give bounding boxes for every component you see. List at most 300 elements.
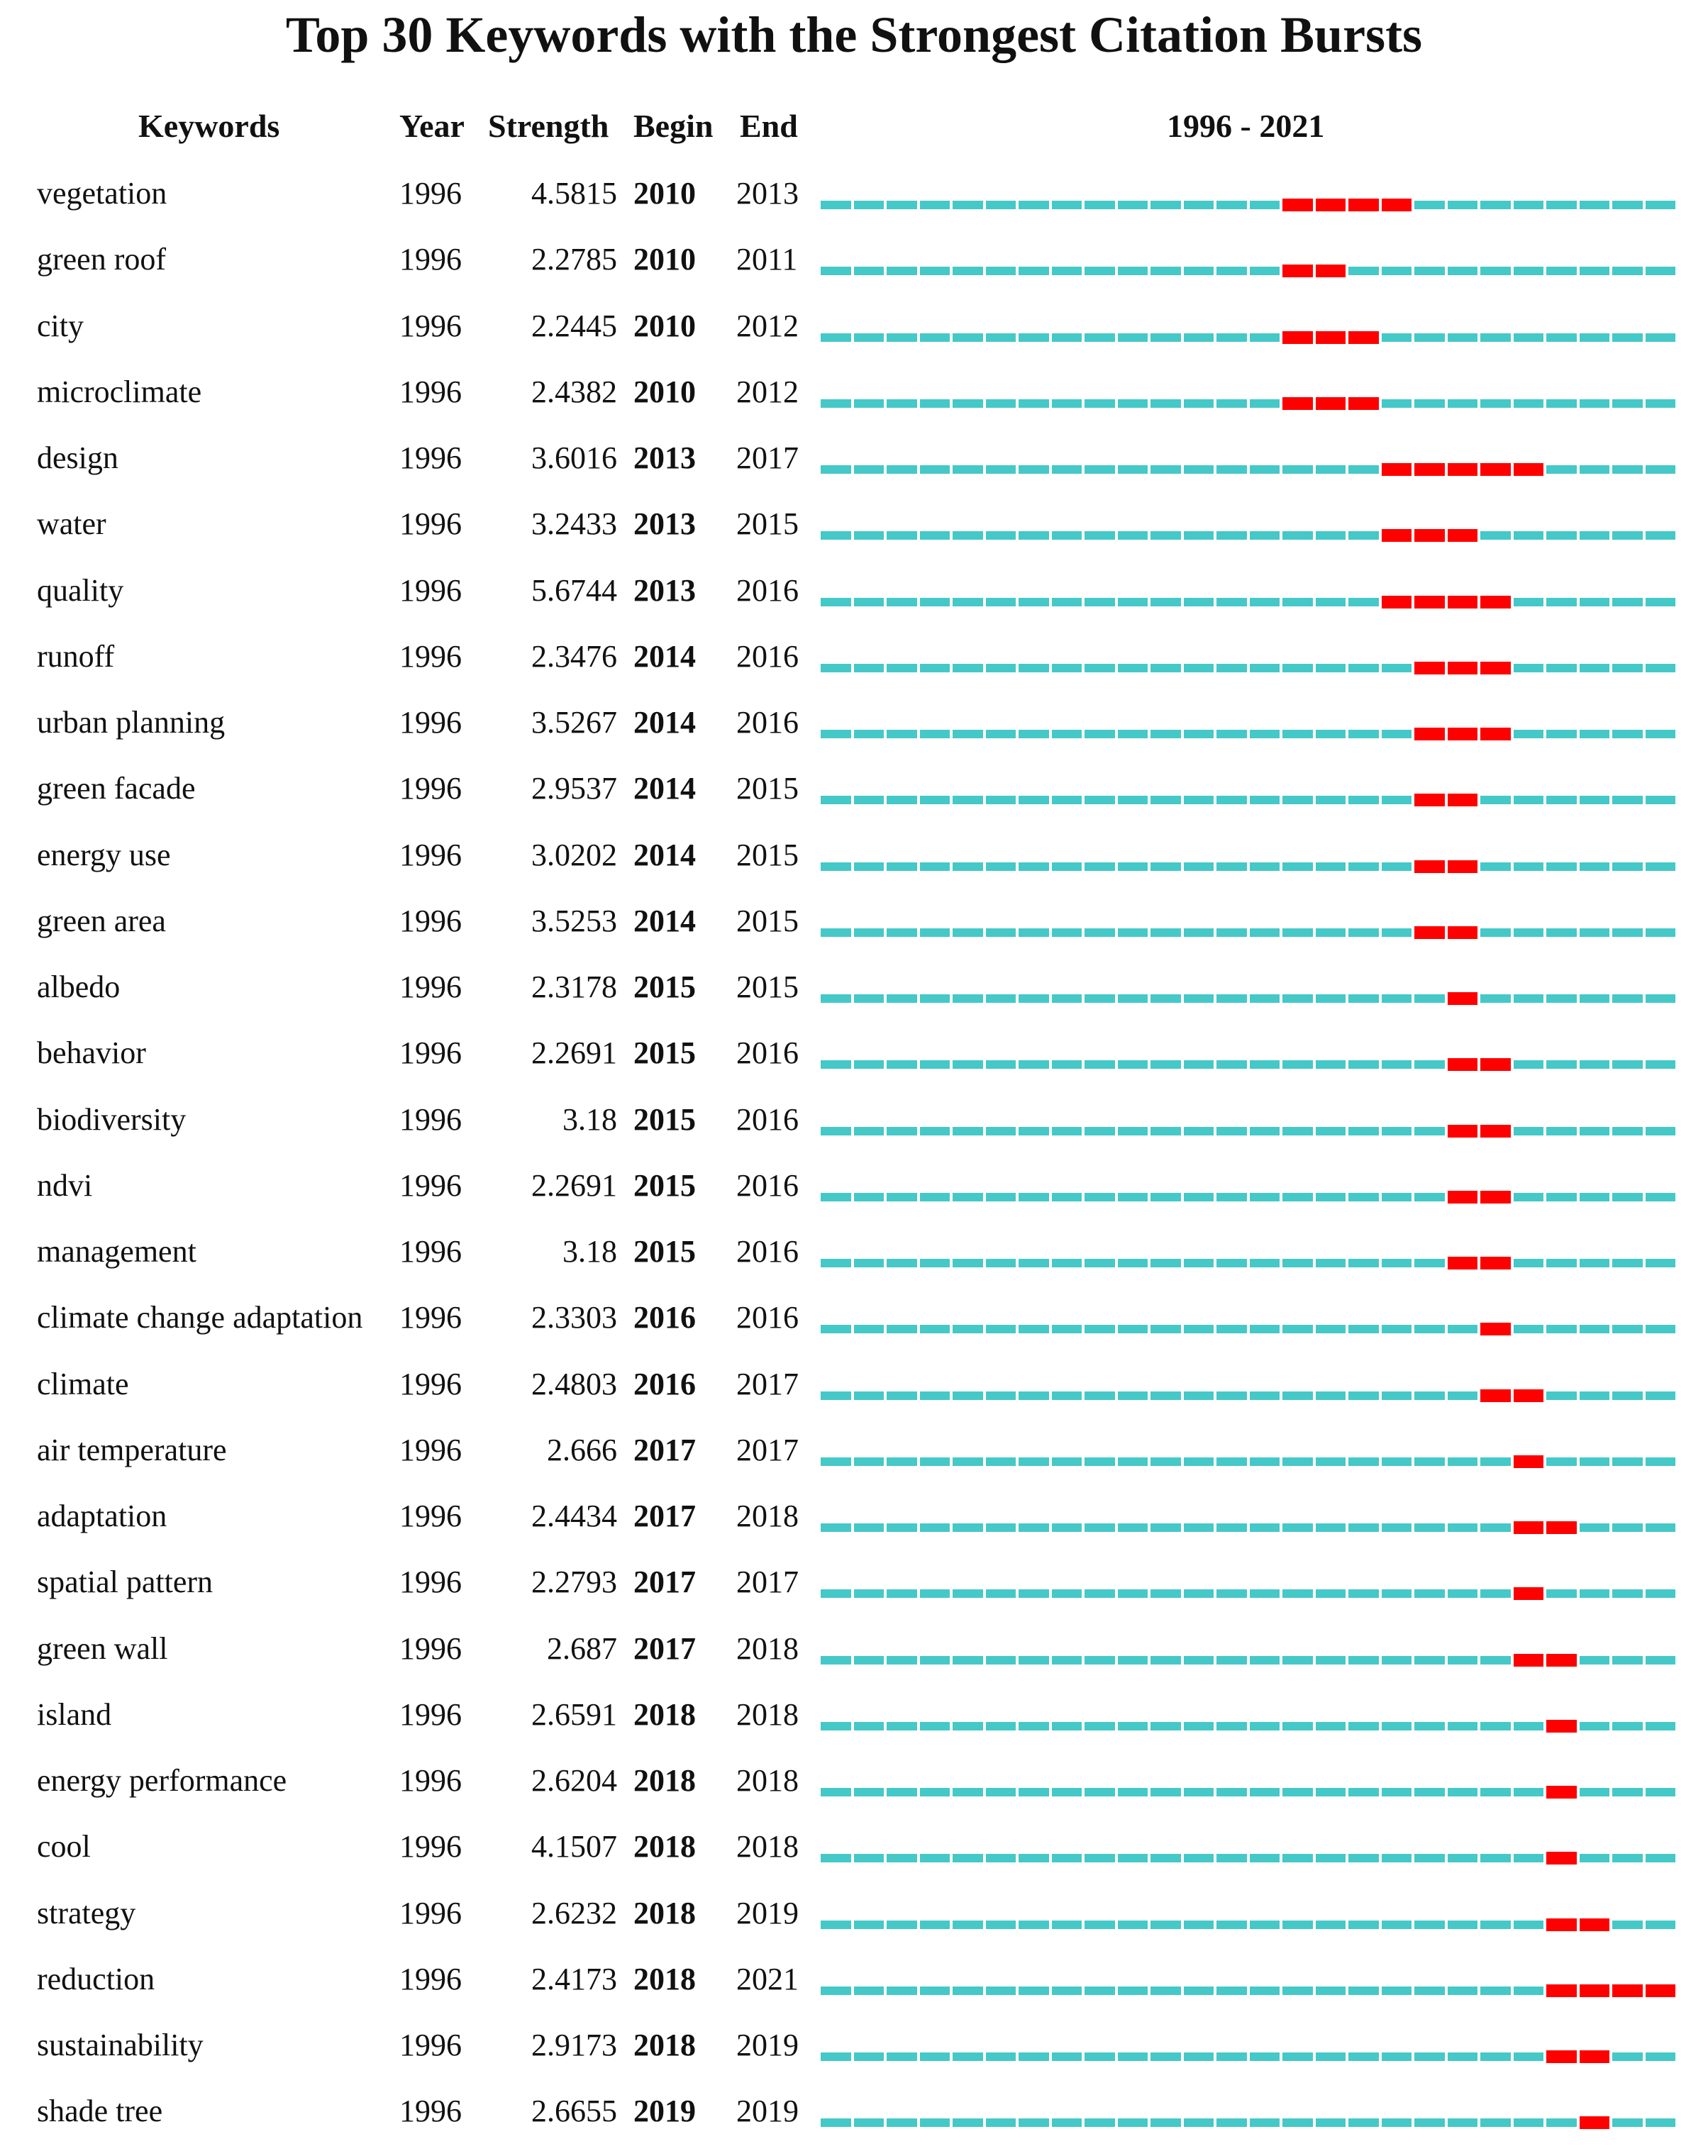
end-cell: 2016 — [736, 638, 799, 674]
year-segment — [1019, 1523, 1049, 1532]
year-cell: 1996 — [399, 903, 462, 938]
year-segment — [1580, 201, 1610, 209]
year-segment — [1052, 1589, 1082, 1598]
year-segment — [1184, 862, 1214, 871]
begin-cell: 2014 — [633, 705, 696, 740]
strength-cell: 3.0202 — [531, 837, 617, 872]
year-segment — [1612, 2052, 1643, 2061]
year-segment — [1514, 1788, 1544, 1796]
year-cell: 1996 — [399, 1499, 462, 1533]
year-segment — [1612, 1854, 1643, 1862]
year-segment — [1448, 1722, 1478, 1730]
year-segment — [1052, 465, 1082, 474]
year-segment — [1052, 201, 1082, 209]
year-cell: 1996 — [399, 2028, 462, 2062]
year-segment — [1118, 531, 1148, 540]
burst-segment — [1448, 662, 1478, 674]
year-cell: 1996 — [399, 1829, 462, 1865]
year-segment — [1448, 1457, 1478, 1466]
year-segment — [986, 1391, 1016, 1400]
year-segment — [1216, 1589, 1247, 1598]
table-row — [0, 2024, 1708, 2090]
year-segment — [1250, 201, 1280, 209]
year-segment — [1118, 1854, 1148, 1862]
year-segment — [1316, 1127, 1346, 1135]
begin-cell: 2014 — [633, 771, 696, 806]
year-segment — [1184, 333, 1214, 342]
year-segment — [1348, 928, 1379, 937]
year-cell: 1996 — [399, 837, 462, 872]
year-cell: 1996 — [399, 374, 462, 409]
year-segment — [953, 598, 983, 606]
burst-segment — [1546, 2050, 1577, 2063]
year-segment — [1580, 1722, 1610, 1730]
year-segment — [854, 333, 884, 342]
year-segment — [1216, 531, 1247, 540]
year-segment — [1612, 531, 1643, 540]
year-segment — [1118, 399, 1148, 408]
year-segment — [1250, 1127, 1280, 1135]
year-segment — [1448, 333, 1478, 342]
year-segment — [1480, 1589, 1511, 1598]
year-segment — [1150, 1457, 1181, 1466]
year-segment — [1184, 928, 1214, 937]
year-segment — [1382, 1722, 1412, 1730]
year-segment — [953, 1259, 983, 1267]
burst-segment — [1282, 331, 1313, 344]
year-segment — [1646, 201, 1676, 209]
keyword-cell: island — [37, 1696, 112, 1732]
year-segment — [1480, 1921, 1511, 1929]
keyword-cell: microclimate — [37, 374, 202, 409]
end-cell: 2019 — [736, 1895, 799, 1930]
year-segment — [920, 1986, 950, 1995]
year-segment — [986, 1259, 1016, 1267]
end-cell: 2018 — [736, 1696, 799, 1732]
year-segment — [1250, 1854, 1280, 1862]
header-end: End — [740, 108, 798, 144]
year-segment — [986, 862, 1016, 871]
year-segment — [1250, 1589, 1280, 1598]
end-cell: 2016 — [736, 1300, 799, 1335]
year-segment — [1184, 1060, 1214, 1069]
year-segment — [1150, 2118, 1181, 2127]
year-segment — [1118, 1457, 1148, 1466]
year-segment — [1019, 598, 1049, 606]
year-segment — [920, 862, 950, 871]
year-segment — [1646, 399, 1676, 408]
year-segment — [1184, 1788, 1214, 1796]
year-segment — [1184, 1193, 1214, 1201]
burst-segment — [1612, 1984, 1643, 1997]
begin-cell: 2015 — [633, 1167, 696, 1203]
year-segment — [1646, 1854, 1676, 1862]
table-row — [0, 1892, 1708, 1958]
year-segment — [1382, 796, 1412, 804]
table-row — [0, 1760, 1708, 1826]
strength-cell: 2.4173 — [531, 1961, 617, 1996]
year-segment — [1118, 1788, 1148, 1796]
year-segment — [1514, 267, 1544, 275]
year-segment — [1546, 267, 1577, 275]
burst-segment — [1448, 860, 1478, 873]
burst-timeline — [821, 201, 1678, 209]
year-segment — [1646, 1060, 1676, 1069]
burst-segment — [1348, 331, 1379, 344]
year-segment — [986, 1788, 1016, 1796]
burst-timeline — [821, 1854, 1678, 1862]
strength-cell: 3.6016 — [531, 440, 617, 475]
year-segment — [1348, 1193, 1379, 1201]
begin-cell: 2016 — [633, 1366, 696, 1401]
year-segment — [854, 465, 884, 474]
year-segment — [821, 1854, 851, 1862]
year-segment — [1216, 1854, 1247, 1862]
year-segment — [986, 267, 1016, 275]
year-segment — [1184, 465, 1214, 474]
year-cell: 1996 — [399, 705, 462, 740]
year-segment — [1414, 267, 1445, 275]
year-segment — [1514, 664, 1544, 672]
burst-segment — [1514, 463, 1544, 476]
burst-segment — [1480, 1389, 1511, 1402]
year-segment — [953, 2052, 983, 2061]
year-segment — [1382, 664, 1412, 672]
year-segment — [1282, 1391, 1313, 1400]
year-segment — [1150, 598, 1181, 606]
year-segment — [1316, 1986, 1346, 1995]
year-segment — [1348, 1127, 1379, 1135]
year-segment — [1480, 201, 1511, 209]
year-segment — [1282, 531, 1313, 540]
year-segment — [1216, 465, 1247, 474]
year-segment — [821, 730, 851, 738]
year-segment — [1216, 1193, 1247, 1201]
burst-segment — [1514, 1455, 1544, 1468]
year-segment — [887, 267, 917, 275]
begin-cell: 2014 — [633, 903, 696, 938]
year-segment — [986, 1589, 1016, 1598]
year-segment — [1612, 1523, 1643, 1532]
year-segment — [1448, 2118, 1478, 2127]
year-segment — [1085, 2052, 1115, 2061]
year-segment — [1282, 1656, 1313, 1665]
year-segment — [1448, 1854, 1478, 1862]
year-segment — [1250, 333, 1280, 342]
year-segment — [821, 796, 851, 804]
year-segment — [1414, 1656, 1445, 1665]
keyword-cell: reduction — [37, 1961, 155, 1996]
year-segment — [887, 994, 917, 1003]
keyword-cell: design — [37, 440, 118, 475]
strength-cell: 5.6744 — [531, 572, 617, 608]
table-row — [0, 1165, 1708, 1230]
year-segment — [1382, 1259, 1412, 1267]
year-segment — [1316, 994, 1346, 1003]
year-segment — [1282, 1854, 1313, 1862]
year-segment — [1150, 465, 1181, 474]
year-segment — [854, 598, 884, 606]
keyword-cell: green area — [37, 903, 166, 938]
year-segment — [1250, 531, 1280, 540]
year-segment — [1150, 1921, 1181, 1929]
year-segment — [887, 928, 917, 937]
year-segment — [1216, 1259, 1247, 1267]
year-segment — [821, 1523, 851, 1532]
year-segment — [1184, 1986, 1214, 1995]
year-segment — [821, 333, 851, 342]
year-segment — [1052, 1325, 1082, 1333]
strength-cell: 3.18 — [562, 1101, 617, 1137]
year-segment — [986, 1457, 1016, 1466]
year-segment — [1316, 1854, 1346, 1862]
year-segment — [821, 1060, 851, 1069]
year-segment — [1348, 2118, 1379, 2127]
year-segment — [1150, 1656, 1181, 1665]
year-segment — [1118, 1060, 1148, 1069]
burst-segment — [1480, 1125, 1511, 1138]
year-segment — [887, 399, 917, 408]
year-segment — [1216, 267, 1247, 275]
year-segment — [1150, 928, 1181, 937]
year-segment — [1052, 664, 1082, 672]
burst-segment — [1382, 529, 1412, 542]
year-segment — [1546, 1589, 1577, 1598]
year-segment — [986, 664, 1016, 672]
year-segment — [1118, 598, 1148, 606]
year-segment — [1052, 267, 1082, 275]
year-segment — [1514, 928, 1544, 937]
year-segment — [953, 1457, 983, 1466]
year-segment — [1546, 928, 1577, 937]
year-segment — [887, 1921, 917, 1929]
strength-cell: 2.6655 — [531, 2094, 617, 2129]
keyword-cell: climate — [37, 1366, 129, 1401]
year-segment — [1052, 1127, 1082, 1135]
strength-cell: 3.18 — [562, 1234, 617, 1269]
end-cell: 2019 — [736, 2094, 799, 2129]
year-segment — [1282, 664, 1313, 672]
table-row — [0, 172, 1708, 238]
year-segment — [1382, 1325, 1412, 1333]
year-segment — [1580, 1523, 1610, 1532]
year-cell: 1996 — [399, 969, 462, 1004]
year-segment — [953, 1325, 983, 1333]
year-segment — [1546, 201, 1577, 209]
year-segment — [1216, 2118, 1247, 2127]
burst-segment — [1480, 1257, 1511, 1269]
year-segment — [1348, 465, 1379, 474]
year-segment — [1480, 796, 1511, 804]
burst-timeline — [821, 664, 1678, 672]
keyword-cell: water — [37, 506, 106, 542]
year-segment — [1150, 1589, 1181, 1598]
year-segment — [1150, 994, 1181, 1003]
year-segment — [1546, 994, 1577, 1003]
year-segment — [1282, 1589, 1313, 1598]
year-segment — [1514, 2052, 1544, 2061]
keyword-cell: green facade — [37, 771, 196, 806]
year-segment — [887, 796, 917, 804]
year-segment — [920, 1656, 950, 1665]
year-segment — [1052, 1193, 1082, 1201]
year-segment — [1480, 399, 1511, 408]
year-segment — [1019, 1259, 1049, 1267]
year-segment — [1085, 399, 1115, 408]
year-segment — [1085, 730, 1115, 738]
year-segment — [1612, 399, 1643, 408]
year-cell: 1996 — [399, 1167, 462, 1203]
begin-cell: 2018 — [633, 2028, 696, 2062]
year-segment — [1580, 730, 1610, 738]
year-segment — [986, 531, 1016, 540]
year-segment — [1414, 2118, 1445, 2127]
burst-segment — [1448, 463, 1478, 476]
burst-segment — [1514, 1587, 1544, 1600]
year-segment — [1019, 1656, 1049, 1665]
year-segment — [920, 2118, 950, 2127]
year-segment — [854, 796, 884, 804]
year-segment — [1580, 598, 1610, 606]
burst-segment — [1646, 1984, 1676, 1997]
burst-segment — [1414, 794, 1445, 806]
begin-cell: 2017 — [633, 1565, 696, 1600]
year-segment — [1348, 796, 1379, 804]
year-segment — [821, 1127, 851, 1135]
keyword-cell: green roof — [37, 242, 167, 277]
year-segment — [1316, 796, 1346, 804]
year-segment — [1316, 730, 1346, 738]
year-segment — [1184, 399, 1214, 408]
year-segment — [854, 1127, 884, 1135]
year-segment — [953, 796, 983, 804]
year-segment — [1052, 1921, 1082, 1929]
end-cell: 2021 — [736, 1961, 799, 1996]
year-segment — [1612, 1193, 1643, 1201]
year-segment — [1216, 994, 1247, 1003]
year-segment — [887, 201, 917, 209]
year-segment — [1348, 1325, 1379, 1333]
burst-segment — [1480, 728, 1511, 740]
year-segment — [1612, 1722, 1643, 1730]
year-segment — [953, 1921, 983, 1929]
year-segment — [1316, 598, 1346, 606]
burst-segment — [1382, 463, 1412, 476]
burst-segment — [1414, 596, 1445, 609]
year-segment — [1580, 796, 1610, 804]
year-segment — [1612, 1589, 1643, 1598]
year-segment — [1216, 928, 1247, 937]
year-segment — [1052, 1788, 1082, 1796]
year-cell: 1996 — [399, 1630, 462, 1666]
burst-segment — [1448, 1125, 1478, 1138]
table-row — [0, 569, 1708, 635]
year-segment — [887, 1523, 917, 1532]
year-segment — [1250, 1325, 1280, 1333]
year-segment — [1414, 1060, 1445, 1069]
year-segment — [1019, 1457, 1049, 1466]
year-segment — [1580, 531, 1610, 540]
year-segment — [1348, 2052, 1379, 2061]
year-segment — [821, 267, 851, 275]
table-row — [0, 834, 1708, 900]
year-segment — [1382, 1854, 1412, 1862]
year-segment — [1019, 796, 1049, 804]
begin-cell: 2018 — [633, 1961, 696, 1996]
year-segment — [1118, 267, 1148, 275]
burst-timeline — [821, 465, 1678, 474]
year-segment — [854, 399, 884, 408]
year-segment — [1448, 1656, 1478, 1665]
year-segment — [854, 994, 884, 1003]
year-segment — [821, 1921, 851, 1929]
end-cell: 2018 — [736, 1630, 799, 1666]
begin-cell: 2013 — [633, 440, 696, 475]
burst-segment — [1546, 1521, 1577, 1534]
year-segment — [1150, 1259, 1181, 1267]
end-cell: 2012 — [736, 374, 799, 409]
year-segment — [1316, 1060, 1346, 1069]
year-segment — [854, 2052, 884, 2061]
year-segment — [1514, 730, 1544, 738]
year-segment — [953, 1523, 983, 1532]
year-segment — [854, 1921, 884, 1929]
year-segment — [1348, 1060, 1379, 1069]
burst-segment — [1480, 1058, 1511, 1071]
year-segment — [1052, 333, 1082, 342]
year-segment — [1448, 1788, 1478, 1796]
year-segment — [1646, 267, 1676, 275]
year-segment — [953, 465, 983, 474]
year-segment — [1118, 928, 1148, 937]
year-segment — [1448, 1391, 1478, 1400]
year-segment — [920, 730, 950, 738]
strength-cell: 2.6591 — [531, 1696, 617, 1732]
year-segment — [1216, 1788, 1247, 1796]
begin-cell: 2010 — [633, 308, 696, 343]
year-segment — [821, 201, 851, 209]
year-segment — [1052, 994, 1082, 1003]
year-segment — [1184, 2118, 1214, 2127]
year-segment — [1514, 796, 1544, 804]
year-segment — [1184, 1259, 1214, 1267]
year-segment — [1448, 399, 1478, 408]
year-segment — [1480, 862, 1511, 871]
year-segment — [1019, 1193, 1049, 1201]
year-segment — [1184, 1854, 1214, 1862]
year-segment — [1382, 862, 1412, 871]
strength-cell: 2.4803 — [531, 1366, 617, 1401]
year-segment — [1150, 399, 1181, 408]
year-segment — [1282, 796, 1313, 804]
year-segment — [1019, 928, 1049, 937]
keyword-cell: sustainability — [37, 2028, 204, 2062]
year-segment — [1019, 1788, 1049, 1796]
year-segment — [1250, 1788, 1280, 1796]
year-segment — [986, 928, 1016, 937]
end-cell: 2017 — [736, 1366, 799, 1401]
year-segment — [1019, 1722, 1049, 1730]
year-segment — [1448, 1523, 1478, 1532]
end-cell: 2016 — [736, 1101, 799, 1137]
burst-timeline — [821, 1589, 1678, 1598]
year-segment — [854, 1193, 884, 1201]
burst-segment — [1448, 529, 1478, 542]
table-row — [0, 1561, 1708, 1627]
year-segment — [920, 1259, 950, 1267]
year-segment — [854, 928, 884, 937]
strength-cell: 2.9537 — [531, 771, 617, 806]
